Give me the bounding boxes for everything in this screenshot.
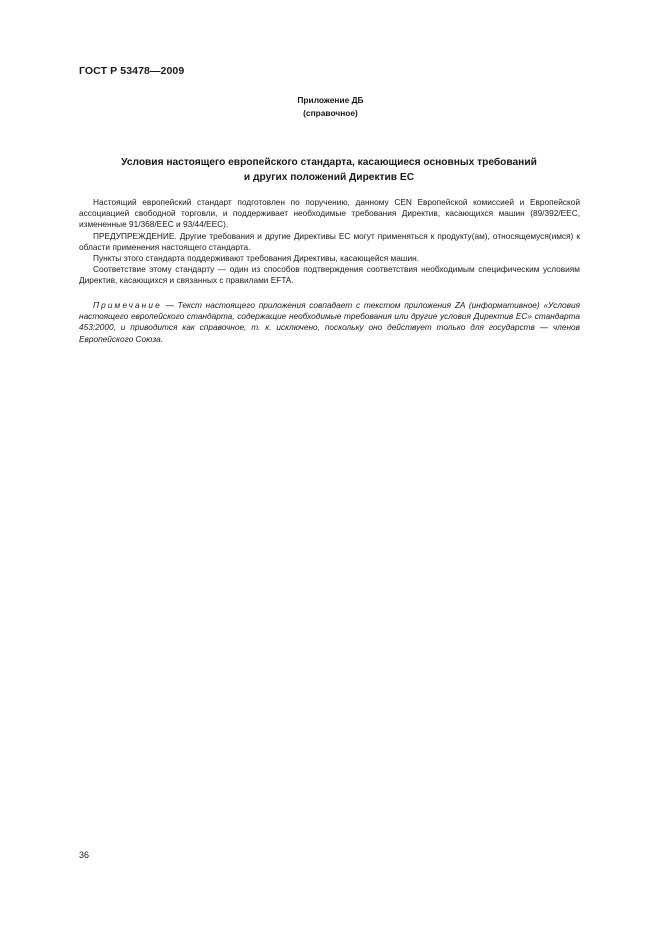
section-title-line-2: и других положений Директив ЕС [243,172,415,183]
note [79,300,580,345]
body-text [79,197,580,287]
document-id: ГОСТ Р 53478—2009 [79,65,185,77]
section-title [79,155,579,185]
paragraph: Настоящий европейский стандарт подготовлен по поручению, данному CEN Европейской комиссией и Европейской ассоциацией свободной торговли, и поддерживает необходимые требования Директив, касающихся машин (89/392/EEC, измененные 91/368/EEC и 93/44/EEC). [79,197,580,230]
note-label: Примечание [93,300,162,310]
page-number: 36 [79,850,90,860]
note-text: — Текст настоящего приложения совпадает с текстом приложения ZA (информативное) «Условия настоящего европейского стандарта, содержащие необходимые требования или другие условия Директив ЕС» стандарта 453:2000, и приводится как справочное, т. к. исключено, поскольку оно действует только для государств — членов Европейского Союза. [79,300,580,344]
section-title-line-1: Условия настоящего европейского стандарта, касающиеся основных требований [121,157,537,168]
paragraph: ПРЕДУПРЕЖДЕНИЕ. Другие требования и другие Директивы ЕС могут применяться к продукту(ам), относящемуся(имся) к области применения настоящего стандарта. [79,230,580,252]
appendix-title: Приложение ДБ [297,95,364,105]
appendix-type: (справочное) [303,108,358,118]
paragraph: Пункты этого стандарта поддерживают требования Директивы, касающейся машин. [93,253,419,264]
paragraph: Соответствие этому стандарту — один из способов подтверждения соответствия необходимым специфическим условиям Директив, касающихся и связанных с правилами EFTA. [79,264,580,286]
